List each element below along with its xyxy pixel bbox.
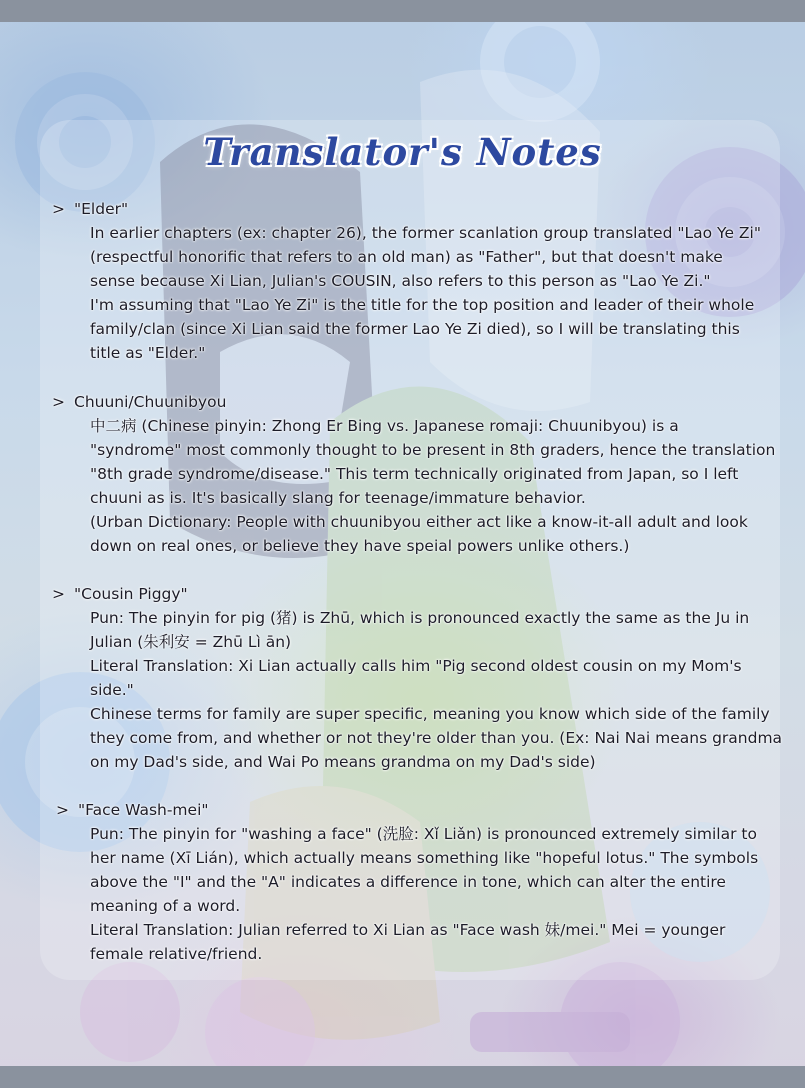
literal-translation-label: Literal Translation: [90, 921, 234, 939]
note-heading-row [52, 582, 188, 606]
note-line: down on real ones, or believe they have speial powers unlike others.) [90, 537, 630, 555]
note-heading: "Face Wash-mei" [78, 801, 209, 819]
note-heading-row [52, 197, 128, 221]
arrow-icon: > [52, 200, 65, 218]
top-border-bar [0, 0, 805, 22]
note-line [90, 606, 782, 630]
note-line: 中二病 (Chinese pinyin: Zhong Er Bing vs. Japanese romaji: Chuunibyou) is a [90, 417, 679, 435]
note-line: Chinese terms for family are super specific, meaning you know which side of the family [90, 705, 770, 723]
note-body [90, 221, 761, 365]
note-line: sense because Xi Lian, Julian's COUSIN, also refers to this person as "Lao Ye Zi." [90, 272, 711, 290]
note-line: family/clan (since Xi Lian said the former Lao Ye Zi died), so I will be translating this [90, 320, 740, 338]
note-line: "8th grade syndrome/disease." This term technically originated from Japan, so I left [90, 465, 739, 483]
note-line: title as "Elder." [90, 344, 206, 362]
note-line-text: The pinyin for "washing a face" (洗脸: Xǐ Liǎn) is pronounced extremely similar to [123, 825, 757, 843]
note-heading-row [52, 390, 226, 414]
literal-translation-label: Literal Translation: [90, 657, 234, 675]
note-line: female relative/friend. [90, 945, 263, 963]
note-line: (respectful honorific that refers to an old man) as "Father", but that doesn't make [90, 248, 723, 266]
arrow-icon: > [52, 393, 65, 411]
note-line: on my Dad's side, and Wai Po means grandma on my Dad's side) [90, 753, 596, 771]
note-line: "syndrome" most commonly thought to be present in 8th graders, hence the translation [90, 441, 776, 459]
note-body [90, 822, 758, 966]
note-heading: "Cousin Piggy" [74, 585, 188, 603]
note-line: her name (Xī Lián), which actually means something like "hopeful lotus." The symbols [90, 849, 759, 867]
note-line: meaning of a word. [90, 897, 241, 915]
note-line: they come from, and whether or not they're older than you. (Ex: Nai Nai means grandma [90, 729, 783, 747]
note-line [90, 918, 758, 942]
page-title: Translator's Notes [203, 130, 602, 174]
pun-label: Pun: [90, 609, 124, 627]
note-line [90, 822, 758, 846]
note-line: side." [90, 681, 134, 699]
note-line: I'm assuming that "Lao Ye Zi" is the title for the top position and leader of their whole [90, 296, 755, 314]
note-line [90, 654, 782, 678]
note-line: chuuni as is. It's basically slang for teenage/immature behavior. [90, 489, 586, 507]
pun-label: Pun: [90, 825, 124, 843]
note-heading: Chuuni/Chuunibyou [74, 393, 227, 411]
note-heading-row [56, 798, 209, 822]
note-line: Julian (朱利安 = Zhū Lì ān) [90, 633, 292, 651]
note-line: (Urban Dictionary: People with chuunibyou either act like a know-it-all adult and look [90, 513, 748, 531]
note-line-text: The pinyin for pig (猪) is Zhū, which is pronounced exactly the same as the Ju in [123, 609, 750, 627]
arrow-icon: > [52, 585, 65, 603]
bottom-border-bar [0, 1066, 805, 1088]
note-line: In earlier chapters (ex: chapter 26), the former scanlation group translated "Lao Ye Zi" [90, 224, 761, 242]
note-line-text: Xi Lian actually calls him "Pig second oldest cousin on my Mom's [233, 657, 742, 675]
note-body [90, 606, 782, 774]
note-line-text: Julian referred to Xi Lian as "Face wash 妹/mei." Mei = younger [233, 921, 726, 939]
note-line: above the "I" and the "A" indicates a difference in tone, which can alter the entire [90, 873, 726, 891]
arrow-icon: > [56, 801, 69, 819]
note-body [90, 414, 775, 558]
note-heading: "Elder" [74, 200, 129, 218]
